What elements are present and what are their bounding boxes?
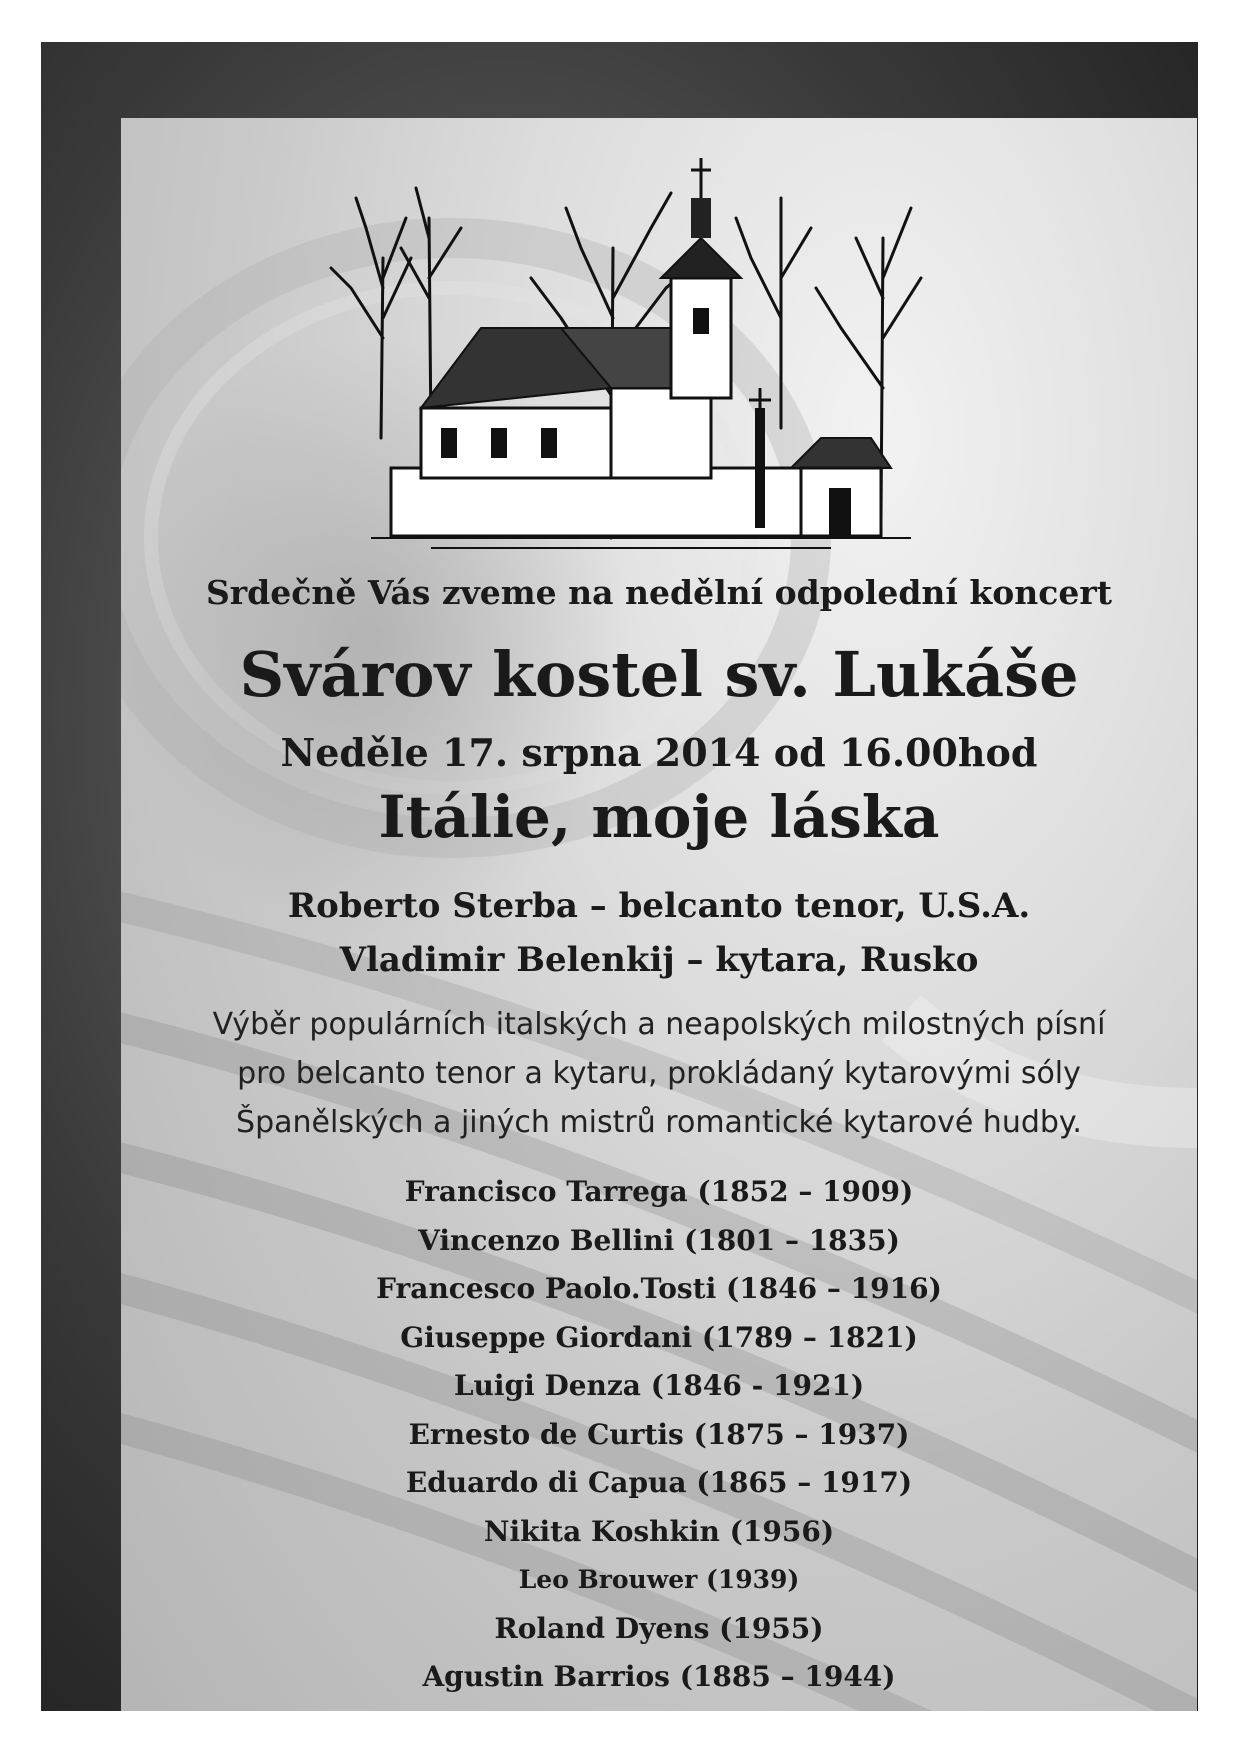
composer-item: Ernesto de Curtis (1875 – 1937) bbox=[408, 1417, 910, 1451]
description-line: Výběr populárních italských a neapolských milostných písní bbox=[212, 1007, 1106, 1042]
performer-line: Vladimir Belenkij – kytara, Rusko bbox=[339, 940, 979, 980]
composer-item: Nikita Koshkin (1956) bbox=[483, 1514, 835, 1548]
composer-list bbox=[121, 1168, 1197, 1702]
invitation-text: Srdečně Vás zveme na nedělní odpolední koncert bbox=[205, 573, 1113, 612]
poster-panel bbox=[121, 118, 1197, 1711]
composer-item: Vincenzo Bellini (1801 – 1835) bbox=[418, 1223, 900, 1257]
composer-item: Leo Brouwer (1939) bbox=[518, 1565, 800, 1594]
composer-item: Luigi Denza (1846 - 1921) bbox=[453, 1369, 865, 1402]
composer-item: Giuseppe Giordani (1789 – 1821) bbox=[400, 1320, 918, 1354]
concert-title: Itálie, moje láska bbox=[378, 783, 940, 851]
poster-frame bbox=[41, 42, 1198, 1711]
composer-item: Francisco Tarrega (1852 – 1909) bbox=[404, 1175, 914, 1208]
description-line: pro belcanto tenor a kytaru, prokládaný kytarovými sóly bbox=[237, 1056, 1081, 1091]
description-line: Španělských a jiných mistrů romantické kytarové hudby. bbox=[236, 1105, 1082, 1140]
church-sketch-icon bbox=[311, 138, 941, 558]
composer-item: Roland Dyens (1955) bbox=[494, 1611, 824, 1645]
event-date: Neděle 17. srpna 2014 od 16.00hod bbox=[280, 730, 1038, 775]
composer-item: Francesco Paolo.Tosti (1846 – 1916) bbox=[376, 1272, 942, 1305]
venue-title: Svárov kostel sv. Lukáše bbox=[239, 638, 1079, 711]
composer-item: Agustin Barrios (1885 – 1944) bbox=[422, 1660, 896, 1693]
composer-item: Eduardo di Capua (1865 – 1917) bbox=[405, 1466, 913, 1499]
performer-line: Roberto Sterba – belcanto tenor, U.S.A. bbox=[287, 886, 1031, 926]
poster-content bbox=[121, 118, 1197, 1711]
